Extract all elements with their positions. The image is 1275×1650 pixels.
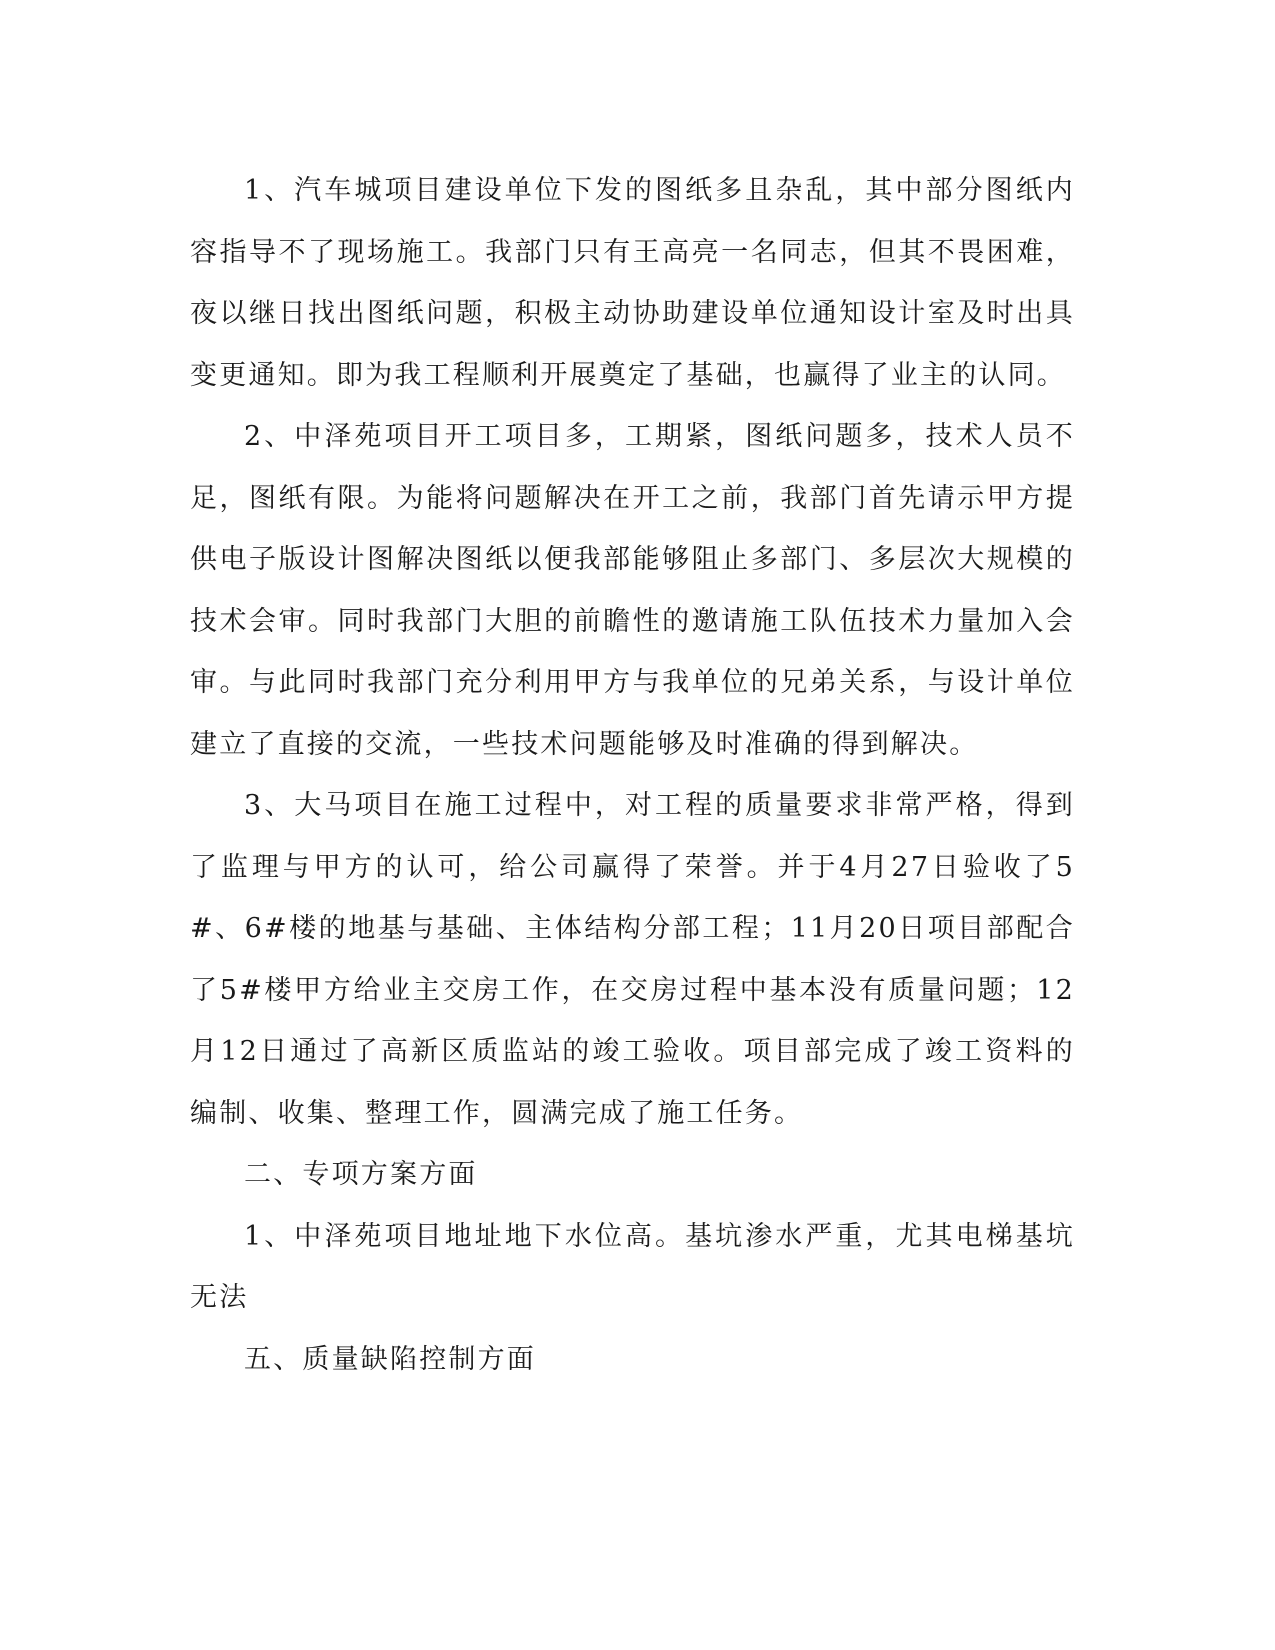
paragraph-drawing-issues: 1、汽车城项目建设单位下发的图纸多且杂乱，其中部分图纸内容指导不了现场施工。我部门只有王高亮一名同志，但其不畏困难，夜以继日找出图纸问题，积极主动协助建设单位通知设计室及时出具变更通知。即为我工程顺利开展奠定了基础，也赢得了业主的认同。: [190, 175, 1075, 391]
section-heading-special-plans: 二、专项方案方面: [244, 1159, 478, 1190]
paragraph-groundwater: 1、中泽苑项目地址地下水位高。基坑渗水严重，尤其电梯基坑无法: [190, 1220, 1075, 1313]
section-heading-quality-defects: 五、质量缺陷控制方面: [244, 1343, 536, 1375]
paragraph-zhongzeyuan-review: 2、中泽苑项目开工项目多，工期紧，图纸问题多，技术人员不足，图纸有限。为能将问题解决在开工之前，我部门首先请示甲方提供电子版设计图解决图纸以便我部能够阻止多部门、多层次大规模的技术会审。同时我部门大胆的前瞻性的邀请施工队伍技术力量加入会审。与此同时我部门充分利用甲方与我单位的兄弟关系，与设计单位建立了直接的交流，一些技术问题能够及时准确的得到解决。: [190, 421, 1075, 760]
document-body: [190, 160, 1075, 1390]
paragraph-dama-quality: 3、大马项目在施工过程中，对工程的质量要求非常严格，得到了监理与甲方的认可，给公司赢得了荣誉。并于4月27日验收了5#、6#楼的地基与基础、主体结构分部工程；11月20日项目部配合了5#楼甲方给业主交房工作，在交房过程中基本没有质量问题；12月12日通过了高新区质监站的竣工验收。项目部完成了竣工资料的编制、收集、整理工作，圆满完成了施工任务。: [190, 790, 1075, 1129]
